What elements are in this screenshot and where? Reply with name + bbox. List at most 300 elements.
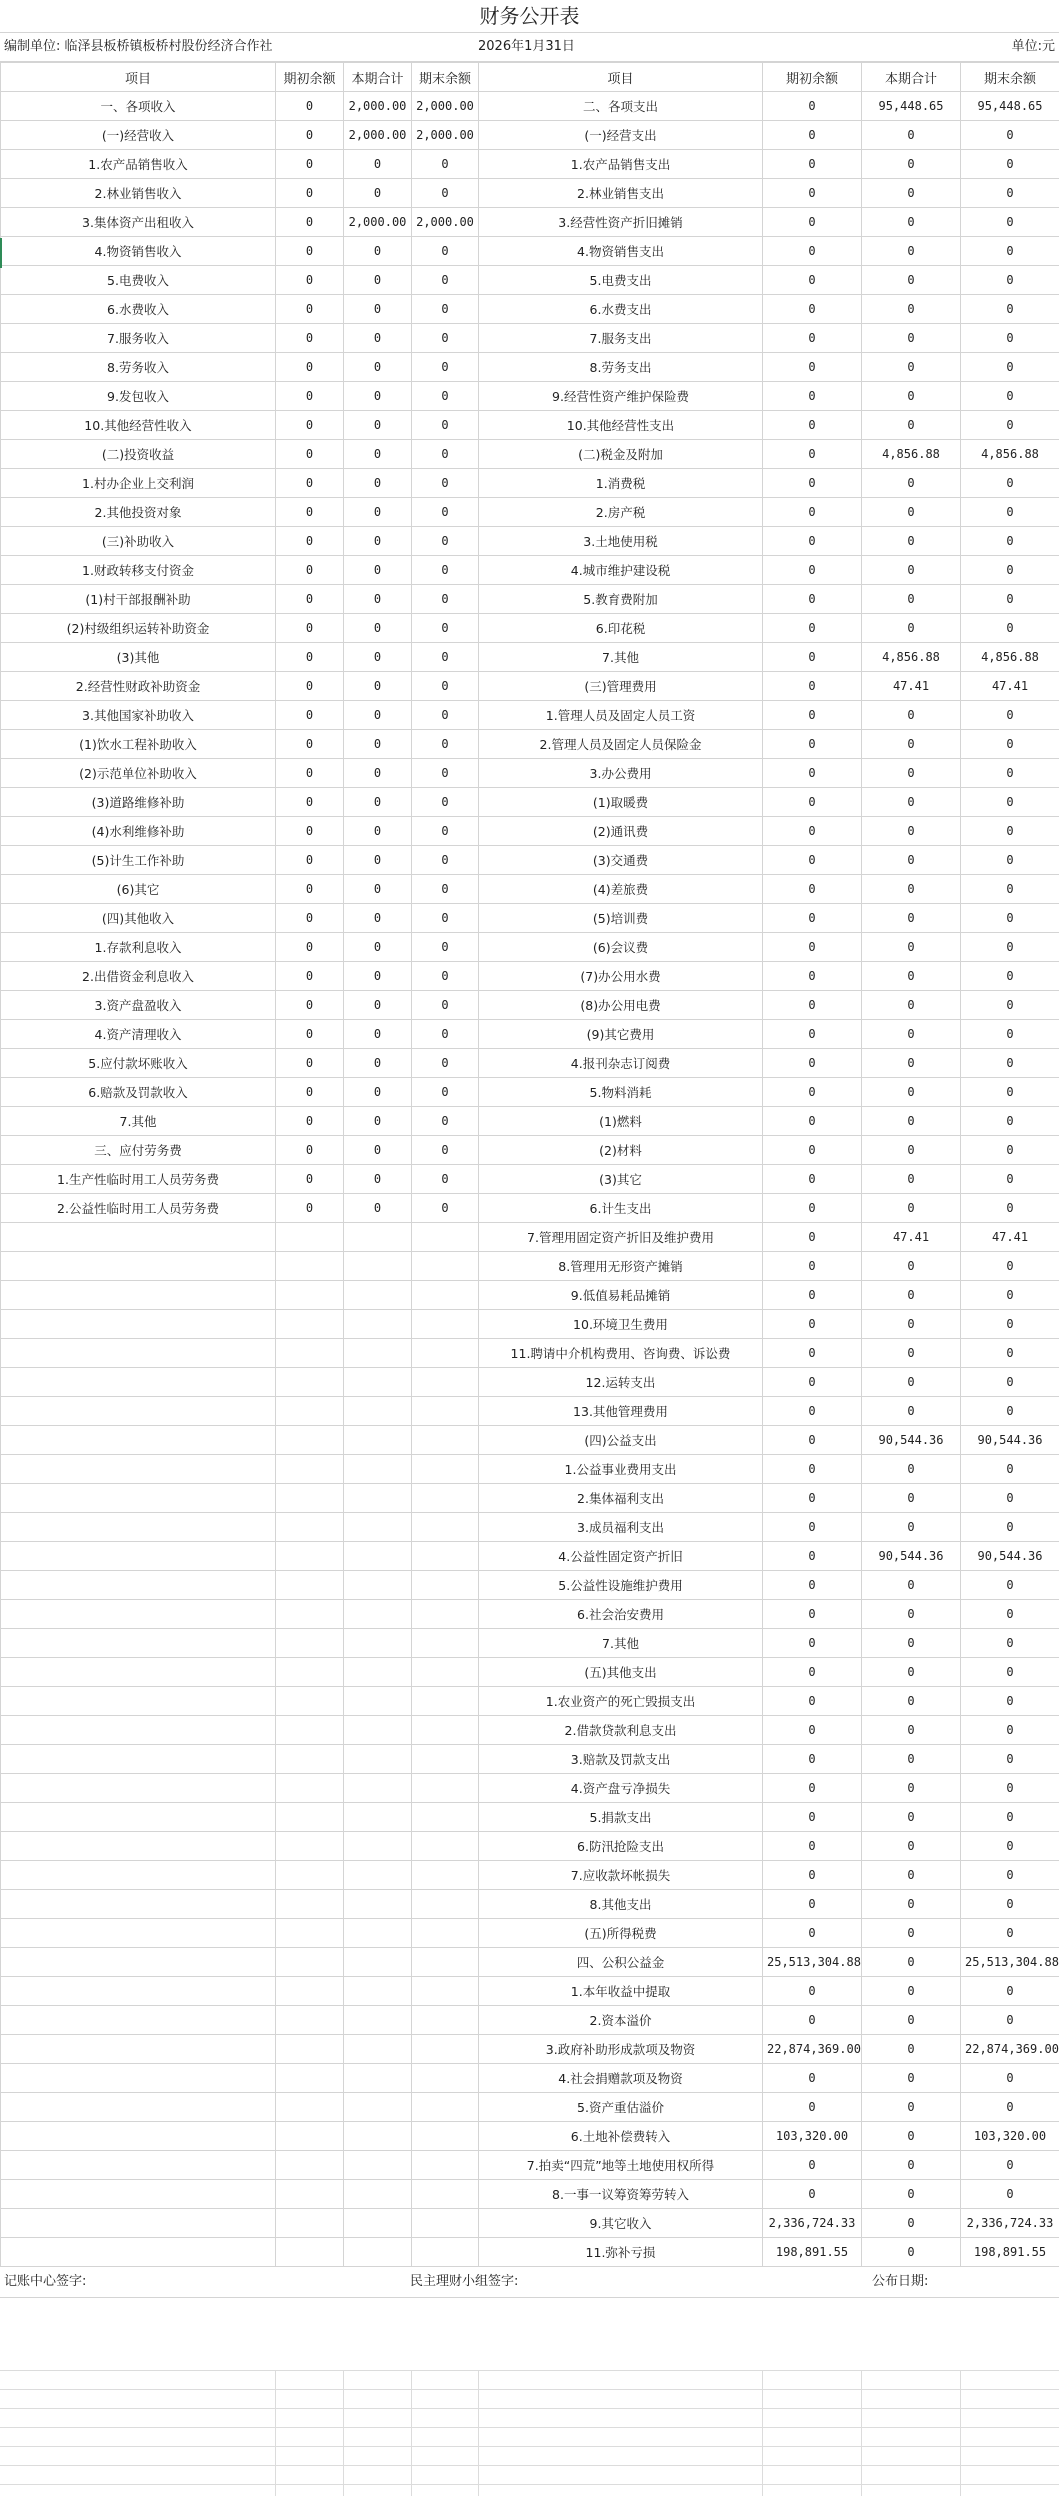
amount-cell[interactable]: 2,000.00 (412, 92, 479, 121)
amount-cell[interactable] (344, 2122, 412, 2151)
item-cell[interactable]: 9.其它收入 (479, 2209, 763, 2238)
amount-cell[interactable]: 2,000.00 (344, 121, 412, 150)
amount-cell[interactable]: 0 (862, 1049, 961, 1078)
amount-cell[interactable]: 0 (862, 411, 961, 440)
amount-cell[interactable]: 0 (412, 179, 479, 208)
item-cell[interactable] (1, 2093, 276, 2122)
amount-cell[interactable] (276, 1716, 344, 1745)
amount-cell[interactable] (344, 2035, 412, 2064)
amount-cell[interactable]: 0 (862, 1919, 961, 1948)
amount-cell[interactable]: 0 (961, 2093, 1059, 2122)
amount-cell[interactable]: 2,336,724.33 (763, 2209, 862, 2238)
amount-cell[interactable]: 0 (862, 846, 961, 875)
amount-cell[interactable]: 2,000.00 (412, 208, 479, 237)
amount-cell[interactable]: 0 (276, 1078, 344, 1107)
amount-cell[interactable]: 0 (763, 121, 862, 150)
item-cell[interactable]: (三)管理费用 (479, 672, 763, 701)
amount-cell[interactable] (344, 1774, 412, 1803)
amount-cell[interactable]: 0 (763, 788, 862, 817)
item-cell[interactable]: 3.资产盘盈收入 (1, 991, 276, 1020)
amount-cell[interactable]: 0 (276, 527, 344, 556)
amount-cell[interactable]: 0 (412, 846, 479, 875)
amount-cell[interactable]: 0 (862, 1310, 961, 1339)
amount-cell[interactable]: 0 (862, 933, 961, 962)
amount-cell[interactable]: 0 (862, 1484, 961, 1513)
amount-cell[interactable]: 0 (862, 1281, 961, 1310)
amount-cell[interactable] (344, 1919, 412, 1948)
amount-cell[interactable]: 0 (961, 1078, 1059, 1107)
amount-cell[interactable] (344, 1368, 412, 1397)
item-cell[interactable]: 12.运转支出 (479, 1368, 763, 1397)
item-cell[interactable]: 1.生产性临时用工人员劳务费 (1, 1165, 276, 1194)
amount-cell[interactable]: 0 (344, 1136, 412, 1165)
item-cell[interactable]: 6.防汛抢险支出 (479, 1832, 763, 1861)
amount-cell[interactable]: 0 (961, 585, 1059, 614)
amount-cell[interactable]: 0 (763, 527, 862, 556)
amount-cell[interactable]: 0 (412, 1078, 479, 1107)
amount-cell[interactable] (276, 2122, 344, 2151)
amount-cell[interactable]: 0 (276, 121, 344, 150)
amount-cell[interactable]: 0 (763, 179, 862, 208)
amount-cell[interactable]: 0 (763, 643, 862, 672)
amount-cell[interactable]: 0 (763, 440, 862, 469)
amount-cell[interactable]: 0 (276, 933, 344, 962)
item-cell[interactable] (1, 1629, 276, 1658)
amount-cell[interactable]: 0 (862, 2151, 961, 2180)
item-cell[interactable] (1, 1687, 276, 1716)
amount-cell[interactable]: 0 (862, 469, 961, 498)
amount-cell[interactable]: 0 (763, 1223, 862, 1252)
amount-cell[interactable]: 0 (763, 846, 862, 875)
amount-cell[interactable] (412, 1803, 479, 1832)
item-cell[interactable]: (5)计生工作补助 (1, 846, 276, 875)
item-cell[interactable]: 6.计生支出 (479, 1194, 763, 1223)
amount-cell[interactable]: 0 (276, 382, 344, 411)
amount-cell[interactable] (344, 2151, 412, 2180)
amount-cell[interactable]: 0 (961, 179, 1059, 208)
amount-cell[interactable]: 0 (862, 2209, 961, 2238)
item-cell[interactable] (1, 1484, 276, 1513)
amount-cell[interactable]: 0 (344, 498, 412, 527)
amount-cell[interactable]: 0 (862, 1832, 961, 1861)
item-cell[interactable] (1, 1832, 276, 1861)
amount-cell[interactable]: 0 (763, 1803, 862, 1832)
item-cell[interactable]: (4)水利维修补助 (1, 817, 276, 846)
amount-cell[interactable]: 0 (763, 266, 862, 295)
item-cell[interactable]: 2.经营性财政补助资金 (1, 672, 276, 701)
amount-cell[interactable]: 0 (276, 150, 344, 179)
amount-cell[interactable] (344, 2209, 412, 2238)
amount-cell[interactable]: 0 (862, 759, 961, 788)
amount-cell[interactable]: 0 (344, 440, 412, 469)
amount-cell[interactable]: 0 (862, 121, 961, 150)
amount-cell[interactable]: 0 (961, 2180, 1059, 2209)
amount-cell[interactable]: 0 (961, 1832, 1059, 1861)
amount-cell[interactable] (276, 1455, 344, 1484)
amount-cell[interactable] (276, 2093, 344, 2122)
item-cell[interactable]: 11.弥补亏损 (479, 2238, 763, 2267)
item-cell[interactable]: 5.公益性设施维护费用 (479, 1571, 763, 1600)
amount-cell[interactable]: 0 (344, 353, 412, 382)
item-cell[interactable]: 1.管理人员及固定人员工资 (479, 701, 763, 730)
amount-cell[interactable] (412, 1861, 479, 1890)
amount-cell[interactable] (412, 1223, 479, 1252)
item-cell[interactable]: 10.环境卫生费用 (479, 1310, 763, 1339)
item-cell[interactable]: 2.房产税 (479, 498, 763, 527)
amount-cell[interactable]: 0 (763, 382, 862, 411)
amount-cell[interactable]: 0 (862, 730, 961, 759)
amount-cell[interactable]: 2,336,724.33 (961, 2209, 1059, 2238)
amount-cell[interactable]: 0 (862, 1136, 961, 1165)
amount-cell[interactable]: 0 (961, 1513, 1059, 1542)
amount-cell[interactable]: 0 (412, 1020, 479, 1049)
amount-cell[interactable] (344, 1687, 412, 1716)
amount-cell[interactable]: 0 (961, 875, 1059, 904)
amount-cell[interactable]: 0 (961, 1571, 1059, 1600)
amount-cell[interactable]: 0 (961, 498, 1059, 527)
amount-cell[interactable] (412, 1658, 479, 1687)
item-cell[interactable]: 1.存款利息收入 (1, 933, 276, 962)
amount-cell[interactable]: 0 (412, 382, 479, 411)
amount-cell[interactable]: 0 (862, 295, 961, 324)
item-cell[interactable]: 三、应付劳务费 (1, 1136, 276, 1165)
amount-cell[interactable]: 0 (763, 1513, 862, 1542)
item-cell[interactable] (1, 1774, 276, 1803)
amount-cell[interactable]: 0 (763, 237, 862, 266)
amount-cell[interactable] (344, 1890, 412, 1919)
amount-cell[interactable] (344, 1281, 412, 1310)
amount-cell[interactable] (276, 1310, 344, 1339)
amount-cell[interactable] (412, 1716, 479, 1745)
amount-cell[interactable]: 0 (763, 1020, 862, 1049)
item-cell[interactable]: 4.物资销售收入 (1, 237, 276, 266)
amount-cell[interactable]: 0 (763, 411, 862, 440)
amount-cell[interactable]: 0 (763, 1339, 862, 1368)
item-cell[interactable]: 8.劳务支出 (479, 353, 763, 382)
item-cell[interactable]: (一)经营支出 (479, 121, 763, 150)
item-cell[interactable]: (5)培训费 (479, 904, 763, 933)
item-cell[interactable]: 3.经营性资产折旧摊销 (479, 208, 763, 237)
amount-cell[interactable]: 0 (763, 1078, 862, 1107)
amount-cell[interactable]: 0 (344, 933, 412, 962)
amount-cell[interactable]: 0 (961, 1484, 1059, 1513)
amount-cell[interactable] (276, 1861, 344, 1890)
amount-cell[interactable] (344, 1513, 412, 1542)
amount-cell[interactable] (344, 2238, 412, 2267)
item-cell[interactable]: 4.资产清理收入 (1, 1020, 276, 1049)
item-cell[interactable]: 7.其他 (479, 643, 763, 672)
amount-cell[interactable]: 0 (961, 1368, 1059, 1397)
item-cell[interactable]: 5.应付款坏账收入 (1, 1049, 276, 1078)
amount-cell[interactable]: 90,544.36 (961, 1426, 1059, 1455)
amount-cell[interactable]: 0 (412, 1107, 479, 1136)
item-cell[interactable]: 4.公益性固定资产折旧 (479, 1542, 763, 1571)
item-cell[interactable] (1, 2151, 276, 2180)
amount-cell[interactable]: 4,856.88 (961, 643, 1059, 672)
amount-cell[interactable]: 4,856.88 (862, 440, 961, 469)
item-cell[interactable]: (四)公益支出 (479, 1426, 763, 1455)
item-cell[interactable]: 9.发包收入 (1, 382, 276, 411)
amount-cell[interactable]: 0 (412, 991, 479, 1020)
item-cell[interactable]: 10.其他经营性收入 (1, 411, 276, 440)
amount-cell[interactable]: 25,513,304.88 (961, 1948, 1059, 1977)
amount-cell[interactable]: 0 (961, 1339, 1059, 1368)
item-cell[interactable]: (一)经营收入 (1, 121, 276, 150)
amount-cell[interactable]: 0 (344, 643, 412, 672)
item-cell[interactable]: 6.印花税 (479, 614, 763, 643)
item-cell[interactable]: 10.其他经营性支出 (479, 411, 763, 440)
item-cell[interactable]: 4.城市维护建设税 (479, 556, 763, 585)
item-cell[interactable]: 2.公益性临时用工人员劳务费 (1, 1194, 276, 1223)
amount-cell[interactable]: 0 (763, 1919, 862, 1948)
item-cell[interactable]: 5.电费收入 (1, 266, 276, 295)
amount-cell[interactable]: 0 (961, 1252, 1059, 1281)
amount-cell[interactable]: 0 (763, 92, 862, 121)
amount-cell[interactable]: 0 (276, 179, 344, 208)
item-cell[interactable] (1, 1948, 276, 1977)
amount-cell[interactable]: 0 (412, 498, 479, 527)
amount-cell[interactable]: 0 (763, 1397, 862, 1426)
amount-cell[interactable]: 0 (344, 585, 412, 614)
amount-cell[interactable] (344, 1629, 412, 1658)
amount-cell[interactable]: 0 (412, 237, 479, 266)
amount-cell[interactable]: 0 (763, 556, 862, 585)
amount-cell[interactable] (276, 1919, 344, 1948)
item-cell[interactable]: 3.政府补助形成款项及物资 (479, 2035, 763, 2064)
amount-cell[interactable]: 0 (412, 701, 479, 730)
amount-cell[interactable] (412, 1571, 479, 1600)
amount-cell[interactable]: 0 (344, 266, 412, 295)
amount-cell[interactable] (344, 1571, 412, 1600)
amount-cell[interactable]: 0 (862, 1803, 961, 1832)
amount-cell[interactable]: 0 (862, 788, 961, 817)
amount-cell[interactable]: 47.41 (862, 1223, 961, 1252)
amount-cell[interactable]: 0 (961, 1861, 1059, 1890)
amount-cell[interactable]: 4,856.88 (961, 440, 1059, 469)
item-cell[interactable]: 11.聘请中介机构费用、咨询费、诉讼费 (479, 1339, 763, 1368)
item-cell[interactable] (1, 1542, 276, 1571)
item-cell[interactable]: 7.服务收入 (1, 324, 276, 353)
amount-cell[interactable] (276, 1687, 344, 1716)
amount-cell[interactable] (412, 2180, 479, 2209)
item-cell[interactable] (1, 1571, 276, 1600)
amount-cell[interactable] (412, 1397, 479, 1426)
item-cell[interactable]: (三)补助收入 (1, 527, 276, 556)
amount-cell[interactable]: 0 (344, 324, 412, 353)
amount-cell[interactable]: 0 (763, 1281, 862, 1310)
amount-cell[interactable]: 0 (763, 1832, 862, 1861)
item-cell[interactable] (1, 1658, 276, 1687)
amount-cell[interactable]: 0 (862, 2180, 961, 2209)
amount-cell[interactable]: 0 (961, 962, 1059, 991)
amount-cell[interactable]: 0 (763, 585, 862, 614)
amount-cell[interactable] (276, 1368, 344, 1397)
amount-cell[interactable]: 0 (344, 991, 412, 1020)
amount-cell[interactable] (276, 2151, 344, 2180)
amount-cell[interactable]: 0 (862, 2064, 961, 2093)
item-cell[interactable]: (五)其他支出 (479, 1658, 763, 1687)
amount-cell[interactable]: 0 (961, 817, 1059, 846)
amount-cell[interactable]: 0 (276, 817, 344, 846)
amount-cell[interactable] (276, 1803, 344, 1832)
amount-cell[interactable]: 2,000.00 (412, 121, 479, 150)
item-cell[interactable]: (1)村干部报酬补助 (1, 585, 276, 614)
item-cell[interactable]: 4.物资销售支出 (479, 237, 763, 266)
amount-cell[interactable]: 0 (276, 237, 344, 266)
amount-cell[interactable]: 0 (763, 324, 862, 353)
amount-cell[interactable]: 0 (961, 2064, 1059, 2093)
amount-cell[interactable]: 0 (276, 295, 344, 324)
amount-cell[interactable]: 0 (862, 1571, 961, 1600)
item-cell[interactable]: 5.物料消耗 (479, 1078, 763, 1107)
amount-cell[interactable]: 0 (763, 295, 862, 324)
amount-cell[interactable]: 0 (961, 1745, 1059, 1774)
amount-cell[interactable]: 0 (763, 1310, 862, 1339)
amount-cell[interactable]: 0 (862, 1252, 961, 1281)
amount-cell[interactable]: 0 (412, 150, 479, 179)
amount-cell[interactable]: 0 (344, 295, 412, 324)
item-cell[interactable]: 2.借款贷款利息支出 (479, 1716, 763, 1745)
amount-cell[interactable]: 0 (961, 1803, 1059, 1832)
amount-cell[interactable] (412, 1281, 479, 1310)
item-cell[interactable] (1, 1977, 276, 2006)
amount-cell[interactable]: 0 (763, 1165, 862, 1194)
amount-cell[interactable] (276, 2035, 344, 2064)
amount-cell[interactable]: 0 (961, 208, 1059, 237)
amount-cell[interactable] (276, 1658, 344, 1687)
item-cell[interactable]: (1)取暖费 (479, 788, 763, 817)
item-cell[interactable]: 3.成员福利支出 (479, 1513, 763, 1542)
amount-cell[interactable]: 0 (412, 817, 479, 846)
item-cell[interactable]: (2)村级组织运转补助资金 (1, 614, 276, 643)
item-cell[interactable] (1, 1455, 276, 1484)
amount-cell[interactable]: 0 (961, 1774, 1059, 1803)
amount-cell[interactable]: 0 (961, 846, 1059, 875)
amount-cell[interactable]: 0 (763, 1745, 862, 1774)
amount-cell[interactable]: 0 (412, 643, 479, 672)
amount-cell[interactable] (412, 1339, 479, 1368)
amount-cell[interactable]: 0 (763, 1426, 862, 1455)
amount-cell[interactable]: 0 (862, 1513, 961, 1542)
amount-cell[interactable]: 0 (862, 1455, 961, 1484)
amount-cell[interactable]: 0 (763, 1977, 862, 2006)
item-cell[interactable] (1, 1310, 276, 1339)
amount-cell[interactable]: 0 (961, 353, 1059, 382)
amount-cell[interactable] (344, 1745, 412, 1774)
amount-cell[interactable]: 0 (862, 1194, 961, 1223)
amount-cell[interactable]: 0 (961, 1194, 1059, 1223)
amount-cell[interactable]: 0 (961, 759, 1059, 788)
item-cell[interactable]: 9.经营性资产维护保险费 (479, 382, 763, 411)
amount-cell[interactable] (276, 2180, 344, 2209)
amount-cell[interactable]: 0 (862, 2035, 961, 2064)
amount-cell[interactable]: 0 (344, 411, 412, 440)
amount-cell[interactable]: 0 (961, 1890, 1059, 1919)
amount-cell[interactable]: 0 (412, 962, 479, 991)
amount-cell[interactable]: 0 (276, 672, 344, 701)
amount-cell[interactable]: 0 (344, 1107, 412, 1136)
amount-cell[interactable]: 0 (276, 1194, 344, 1223)
amount-cell[interactable] (276, 1281, 344, 1310)
amount-cell[interactable]: 0 (344, 875, 412, 904)
amount-cell[interactable]: 0 (961, 1049, 1059, 1078)
item-cell[interactable] (1, 1600, 276, 1629)
amount-cell[interactable]: 0 (961, 266, 1059, 295)
amount-cell[interactable] (344, 1832, 412, 1861)
item-cell[interactable]: (二)投资收益 (1, 440, 276, 469)
amount-cell[interactable]: 0 (276, 556, 344, 585)
item-cell[interactable] (1, 1513, 276, 1542)
amount-cell[interactable]: 0 (961, 614, 1059, 643)
item-cell[interactable]: 6.赔款及罚款收入 (1, 1078, 276, 1107)
amount-cell[interactable]: 0 (862, 179, 961, 208)
amount-cell[interactable]: 0 (276, 1049, 344, 1078)
amount-cell[interactable]: 0 (276, 643, 344, 672)
amount-cell[interactable]: 0 (344, 788, 412, 817)
item-cell[interactable]: (3)其它 (479, 1165, 763, 1194)
amount-cell[interactable]: 0 (412, 904, 479, 933)
amount-cell[interactable]: 0 (862, 991, 961, 1020)
amount-cell[interactable]: 0 (763, 150, 862, 179)
amount-cell[interactable]: 0 (276, 498, 344, 527)
item-cell[interactable]: 7.应收款坏帐损失 (479, 1861, 763, 1890)
amount-cell[interactable] (344, 2064, 412, 2093)
amount-cell[interactable]: 0 (862, 962, 961, 991)
amount-cell[interactable]: 0 (344, 672, 412, 701)
amount-cell[interactable]: 0 (862, 1687, 961, 1716)
item-cell[interactable] (1, 1716, 276, 1745)
amount-cell[interactable]: 0 (763, 2006, 862, 2035)
amount-cell[interactable]: 0 (862, 1629, 961, 1658)
amount-cell[interactable]: 0 (862, 266, 961, 295)
amount-cell[interactable]: 103,320.00 (961, 2122, 1059, 2151)
item-cell[interactable]: 6.社会治安费用 (479, 1600, 763, 1629)
amount-cell[interactable]: 0 (276, 266, 344, 295)
amount-cell[interactable]: 0 (961, 411, 1059, 440)
item-cell[interactable]: (6)其它 (1, 875, 276, 904)
item-cell[interactable]: 1.公益事业费用支出 (479, 1455, 763, 1484)
amount-cell[interactable] (412, 1832, 479, 1861)
amount-cell[interactable]: 90,544.36 (862, 1426, 961, 1455)
amount-cell[interactable]: 0 (862, 150, 961, 179)
item-cell[interactable] (1, 1281, 276, 1310)
amount-cell[interactable]: 0 (862, 1948, 961, 1977)
amount-cell[interactable] (276, 1745, 344, 1774)
amount-cell[interactable]: 0 (344, 1020, 412, 1049)
amount-cell[interactable]: 0 (961, 1658, 1059, 1687)
amount-cell[interactable]: 0 (763, 1194, 862, 1223)
item-cell[interactable]: (2)材料 (479, 1136, 763, 1165)
amount-cell[interactable]: 0 (763, 1136, 862, 1165)
amount-cell[interactable] (344, 1948, 412, 1977)
amount-cell[interactable] (344, 1252, 412, 1281)
amount-cell[interactable] (276, 1397, 344, 1426)
amount-cell[interactable]: 0 (862, 1658, 961, 1687)
amount-cell[interactable]: 0 (862, 1165, 961, 1194)
amount-cell[interactable] (276, 2209, 344, 2238)
amount-cell[interactable]: 0 (862, 1107, 961, 1136)
amount-cell[interactable]: 0 (862, 1020, 961, 1049)
amount-cell[interactable]: 0 (763, 701, 862, 730)
amount-cell[interactable]: 0 (961, 2006, 1059, 2035)
amount-cell[interactable]: 0 (276, 585, 344, 614)
amount-cell[interactable] (276, 1484, 344, 1513)
amount-cell[interactable] (344, 1310, 412, 1339)
amount-cell[interactable]: 0 (344, 730, 412, 759)
amount-cell[interactable]: 0 (412, 1194, 479, 1223)
amount-cell[interactable]: 0 (961, 556, 1059, 585)
amount-cell[interactable]: 90,544.36 (961, 1542, 1059, 1571)
